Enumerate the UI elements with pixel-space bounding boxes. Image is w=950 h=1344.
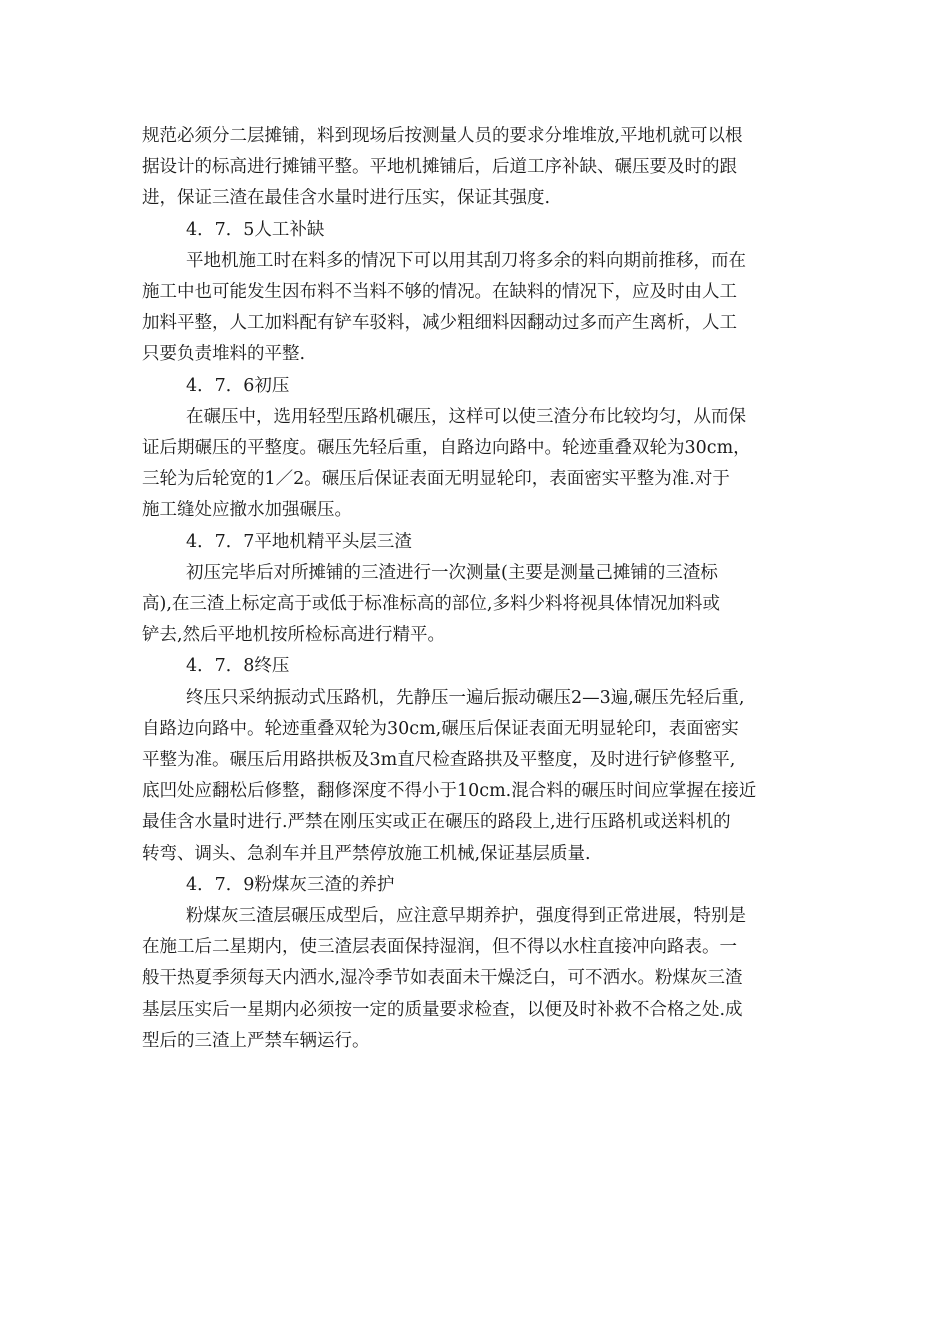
text-line: 在碾压中，选用轻型压路机碾压，这样可以使三渣分布比较均匀，从而保 (186, 406, 746, 427)
text-line: 加料平整，人工加料配有铲车驳料，减少粗细料因翻动过多而产生离析，人工 (142, 313, 737, 334)
text-line: 在施工后二星期内，使三渣层表面保持湿润，但不得以水柱直接冲向路表。一 (142, 937, 737, 958)
text-line: 平整为准。碾压后用路拱板及3m直尺检查路拱及平整度，及时进行铲修整平, (142, 750, 736, 771)
text-line: 平地机施工时在料多的情况下可以用其刮刀将多余的料向期前推移，而在 (186, 250, 746, 271)
section-heading-4-7-5: 4．7．5人工补缺 (186, 219, 325, 240)
text-line: 般干热夏季须每天内洒水,湿冷季节如表面未干燥泛白，可不洒水。粉煤灰三渣 (142, 968, 743, 989)
text-line: 铲去,然后平地机按所检标高进行精平。 (142, 625, 446, 646)
text-line: 终压只采纳振动式压路机，先静压一遍后振动碾压2—3遍,碾压先轻后重, (186, 687, 745, 708)
text-line: 规范必须分二层摊铺，料到现场后按测量人员的要求分堆堆放,平地机就可以根 (142, 126, 743, 146)
text-line: 施工中也可能发生因布料不当料不够的情况。在缺料的情况下，应及时由人工 (142, 282, 737, 303)
text-line: 三轮为后轮宽的1／2。碾压后保证表面无明显轮印，表面密实平整为准.对于 (142, 469, 730, 490)
text-line: 底凹处应翻松后修整，翻修深度不得小于10cm.混合料的碾压时间应掌握在接近 (142, 781, 757, 802)
text-line: 进，保证三渣在最佳含水量时进行压实，保证其强度. (142, 188, 551, 209)
paragraph-final-compaction (142, 683, 810, 870)
text-line: 初压完毕后对所摊铺的三渣进行一次测量(主要是测量己摊铺的三渣标 (186, 562, 718, 583)
section-heading-4-7-9: 4．7．9粉煤灰三渣的养护 (186, 874, 395, 895)
text-line: 证后期碾压的平整度。碾压先轻后重，自路边向路中。轮迹重叠双轮为30cm， (142, 438, 751, 459)
text-line: 粉煤灰三渣层碾压成型后，应注意早期养护，强度得到正常进展，特别是 (186, 906, 746, 927)
paragraph-initial-compaction (142, 402, 810, 527)
paragraph-curing (142, 901, 810, 1057)
text-line: 自路边向路中。轮迹重叠双轮为30cm,碾压后保证表面无明显轮印，表面密实 (142, 718, 739, 739)
paragraph-manual-fill (142, 246, 810, 371)
text-line: 施工缝处应撤水加强碾压。 (142, 500, 352, 521)
text-line: 只要负责堆料的平整. (142, 344, 306, 365)
text-line: 转弯、调头、急刹车并且严禁停放施工机械,保证基层质量. (142, 843, 591, 864)
section-heading-4-7-8: 4．7．8终压 (186, 656, 290, 677)
text-line: 高),在三渣上标定高于或低于标准标高的部位,多料少料将视具体情况加料或 (142, 594, 720, 615)
paragraph-fine-grading (142, 558, 810, 652)
text-line: 据设计的标高进行摊铺平整。平地机摊铺后，后道工序补缺、碾压要及时的跟 (142, 157, 737, 178)
section-heading-4-7-7: 4．7．7平地机精平头层三渣 (186, 531, 412, 552)
text-line: 最佳含水量时进行.严禁在刚压实或正在碾压的路段上,进行压路机或送料机的 (142, 812, 731, 833)
text-line: 型后的三渣上严禁车辆运行。 (142, 1030, 370, 1051)
text-line: 基层压实后一星期内必须按一定的质量要求检查，以便及时补救不合格之处.成 (142, 999, 743, 1020)
section-heading-4-7-6: 4．7．6初压 (186, 375, 290, 396)
paragraph-spreading-method (142, 121, 810, 215)
document-body (142, 121, 810, 1057)
